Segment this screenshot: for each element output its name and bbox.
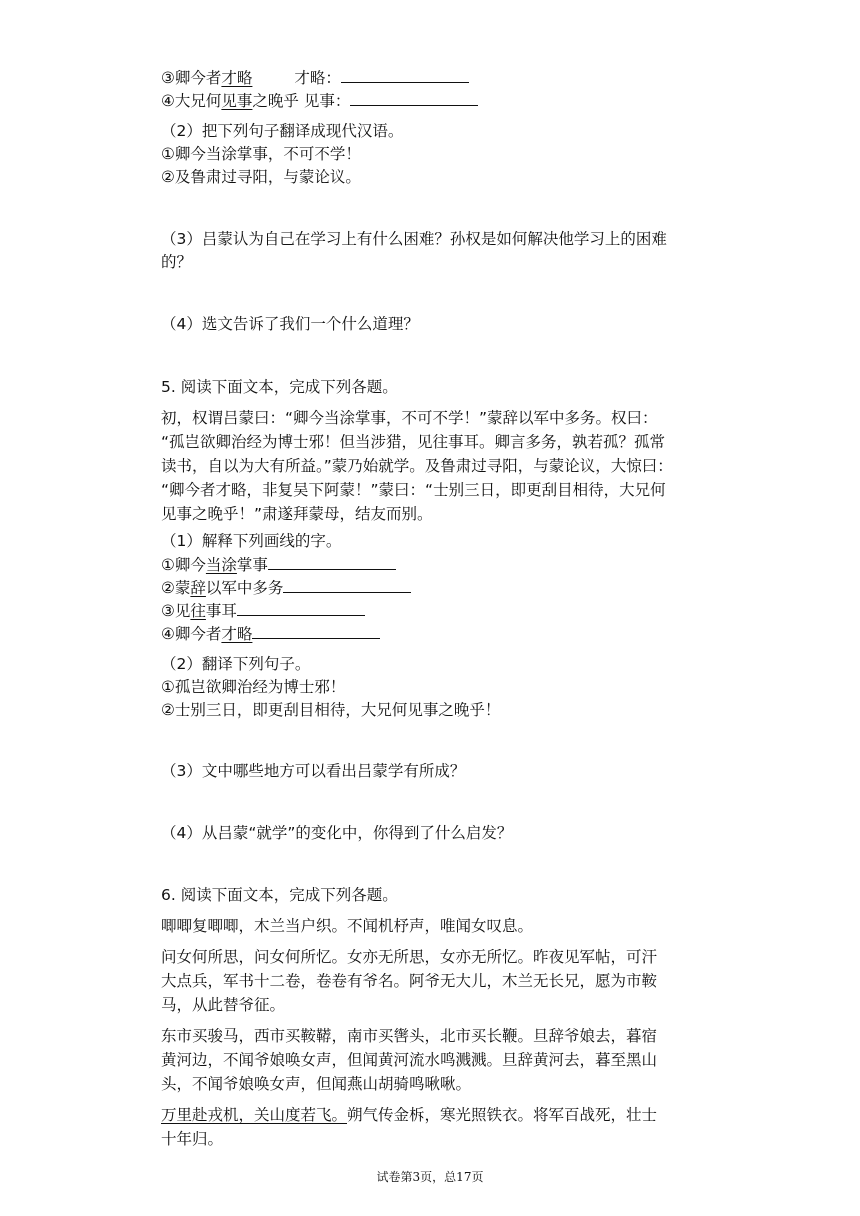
poem-line: 黄河边，不闻爷娘唤女声，但闻黄河流水鸣溅溅。旦辞黄河去，暮至黑山 [161, 1051, 658, 1069]
answer-blank[interactable] [237, 599, 365, 616]
underlined-phrase: 万里赴戎机，关山度若飞。 [161, 1106, 348, 1124]
answer-blank[interactable] [283, 576, 411, 593]
page-footer: 试卷第3页，总17页 [376, 1170, 484, 1184]
sentence-1: ①孤岂欲卿治经为博士邪！ [161, 678, 346, 696]
poem-line: 大点兵，军书十二卷，卷卷有爷名。阿爷无大儿，木兰无长兄，愿为市鞍 [161, 972, 658, 990]
passage-5-line: 见事之晚乎！”肃遂拜蒙母，结友而别。 [161, 505, 433, 523]
passage-5-line: “孤岂欲卿治经为博士邪！但当涉猎，见往事耳。卿言多务，孰若孤？孤常 [161, 433, 666, 451]
question-3-line-2: 的？ [161, 253, 193, 271]
question-2: （2）把下列句子翻译成现代汉语。 [161, 122, 404, 140]
poem-line: 东市买骏马，西市买鞍鞯，南市买辔头，北市买长鞭。旦辞爷娘去，暮宿 [161, 1027, 658, 1045]
question-3: （3）文中哪些地方可以看出吕蒙学有所成？ [161, 762, 466, 780]
question-2: （2）翻译下列句子。 [161, 655, 311, 673]
item-2-line: ②蒙辞以军中多务 [161, 576, 411, 599]
answer-blank[interactable] [341, 66, 469, 83]
poem-line: 马，从此替爷征。 [161, 996, 286, 1014]
passage-5-line: “卿今者才略，非复吴下阿蒙！”蒙曰：“士别三日，即更刮目相待，大兄何 [161, 481, 666, 499]
item-4-line: ④卿今者才略 [161, 622, 380, 645]
poem-line: 问女何所思，问女何所忆。女亦无所思，女亦无所忆。昨夜见军帖，可汗 [161, 948, 658, 966]
underlined-word: 才略 [221, 69, 253, 87]
underlined-word: 辞 [190, 579, 206, 597]
poem-line: 唧唧复唧唧，木兰当户织。不闻机杼声，唯闻女叹息。 [161, 917, 534, 935]
underlined-word: 见事 [221, 92, 253, 110]
item-3-line: ③卿今者才略 才略： [161, 66, 469, 89]
answer-blank[interactable] [252, 622, 380, 639]
sentence-2: ②士别三日，即更刮目相待，大兄何见事之晚乎！ [161, 701, 501, 719]
underlined-word: 当涂 [205, 556, 237, 574]
poem-line: 头，不闻爷娘唤女声，但闻燕山胡骑鸣啾啾。 [161, 1075, 472, 1093]
item-4-line: ④大兄何见事之晚乎 见事： [161, 89, 478, 112]
question-4: （4）从吕蒙“就学”的变化中，你得到了什么启发？ [161, 824, 513, 842]
answer-blank[interactable] [268, 553, 396, 570]
underlined-word: 才略 [221, 625, 253, 643]
poem-line: 万里赴戎机，关山度若飞。朔气传金柝，寒光照铁衣。将军百战死，壮士 [161, 1106, 658, 1124]
question-1: （1）解释下列画线的字。 [161, 532, 342, 550]
item-1-line: ①卿今当涂掌事 [161, 553, 396, 576]
section-6-heading: 6. 阅读下面文本，完成下列各题。 [161, 886, 398, 904]
passage-5-line: 读书，自以为大有所益。”蒙乃始就学。及鲁肃过寻阳，与蒙论议，大惊曰： [161, 457, 673, 475]
underlined-word: 往 [190, 602, 206, 620]
item-3-line: ③见往事耳 [161, 599, 365, 622]
poem-line: 十年归。 [161, 1130, 224, 1148]
section-5-heading: 5. 阅读下面文本，完成下列各题。 [161, 378, 398, 396]
question-3-line-1: （3）吕蒙认为自己在学习上有什么困难？孙权是如何解决他学习上的困难 [161, 230, 667, 248]
sentence-1: ①卿今当涂掌事，不可不学！ [161, 145, 361, 163]
sentence-2: ②及鲁肃过寻阳，与蒙论议。 [161, 168, 361, 186]
answer-blank[interactable] [350, 89, 478, 106]
question-4: （4）选文告诉了我们一个什么道理？ [161, 315, 419, 333]
passage-5-line: 初，权谓吕蒙曰：“卿今当涂掌事，不可不学！”蒙辞以军中多务。权曰： [161, 409, 658, 427]
